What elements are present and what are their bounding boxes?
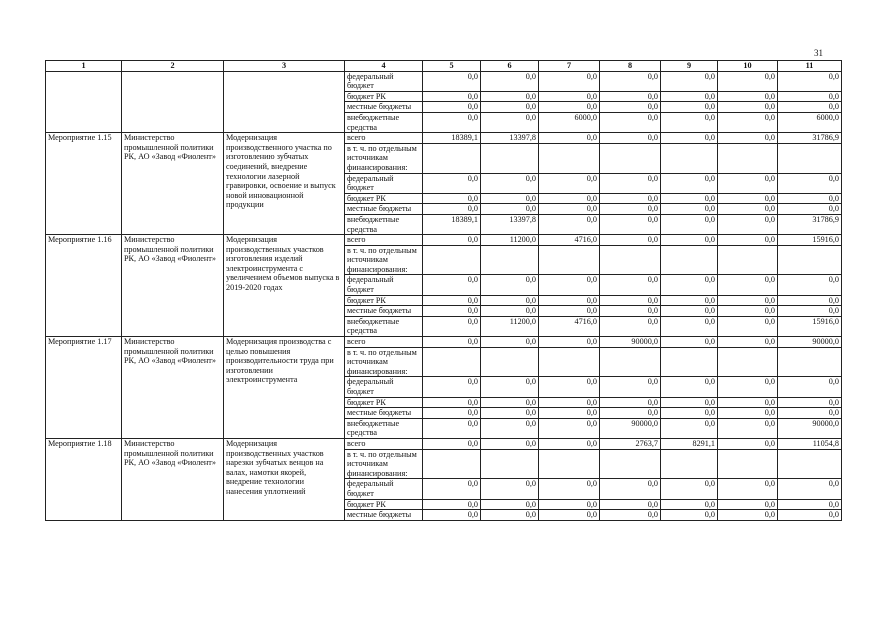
amount-cell: 11054,8 — [778, 438, 842, 449]
funding-source: внебюджетные средства — [345, 418, 423, 438]
table-row — [46, 438, 842, 449]
amount-cell: 0,0 — [778, 397, 842, 408]
amount-cell: 0,0 — [481, 377, 539, 397]
amount-cell: 0,0 — [423, 337, 481, 348]
amount-cell: 0,0 — [481, 71, 539, 91]
column-number: 3 — [224, 61, 345, 72]
amount-cell: 0,0 — [661, 510, 718, 521]
amount-cell: 0,0 — [600, 102, 661, 113]
amount-cell — [661, 245, 718, 275]
amount-cell: 90000,0 — [778, 337, 842, 348]
funding-source: местные бюджеты — [345, 102, 423, 113]
funding-source: всего — [345, 337, 423, 348]
amount-cell: 0,0 — [661, 499, 718, 510]
amount-cell: 0,0 — [423, 306, 481, 317]
amount-cell: 0,0 — [600, 204, 661, 215]
amount-cell: 90000,0 — [600, 337, 661, 348]
amount-cell: 0,0 — [423, 275, 481, 295]
measure-description: Модернизация производства с целью повышения производительности труда при изготовлении электроинструмента — [224, 337, 345, 439]
amount-cell: 0,0 — [539, 133, 600, 144]
column-number: 1 — [46, 61, 122, 72]
amount-cell — [600, 245, 661, 275]
amount-cell: 0,0 — [718, 173, 778, 193]
amount-cell: 0,0 — [661, 235, 718, 246]
amount-cell — [718, 245, 778, 275]
amount-cell: 0,0 — [718, 295, 778, 306]
amount-cell: 0,0 — [718, 275, 778, 295]
funding-source: бюджет РК — [345, 295, 423, 306]
amount-cell — [778, 449, 842, 479]
amount-cell: 15916,0 — [778, 235, 842, 246]
amount-cell: 0,0 — [661, 275, 718, 295]
column-number: 5 — [423, 61, 481, 72]
amount-cell: 0,0 — [778, 102, 842, 113]
amount-cell: 0,0 — [778, 204, 842, 215]
amount-cell: 15916,0 — [778, 316, 842, 336]
amount-cell: 0,0 — [661, 408, 718, 419]
amount-cell: 0,0 — [718, 102, 778, 113]
funding-source: всего — [345, 133, 423, 144]
amount-cell: 0,0 — [539, 377, 600, 397]
amount-cell: 0,0 — [718, 316, 778, 336]
amount-cell: 0,0 — [600, 479, 661, 499]
amount-cell: 0,0 — [423, 397, 481, 408]
amount-cell: 0,0 — [423, 235, 481, 246]
amount-cell: 0,0 — [481, 479, 539, 499]
page-number: 31 — [814, 48, 823, 58]
amount-cell: 0,0 — [778, 510, 842, 521]
amount-cell: 0,0 — [778, 275, 842, 295]
amount-cell — [481, 347, 539, 377]
amount-cell — [718, 449, 778, 479]
amount-cell: 0,0 — [481, 112, 539, 132]
amount-cell: 0,0 — [539, 71, 600, 91]
measure-description: Модернизация производственных участков нарезки зубчатых венцов на валах, намотки якорей, внедрение технологии нанесения уплотнений — [224, 438, 345, 520]
funding-source: бюджет РК — [345, 499, 423, 510]
amount-cell: 31786,9 — [778, 133, 842, 144]
amount-cell — [423, 245, 481, 275]
amount-cell: 0,0 — [661, 316, 718, 336]
amount-cell: 0,0 — [423, 377, 481, 397]
funding-source: федеральный бюджет — [345, 173, 423, 193]
column-number-row — [46, 61, 842, 72]
amount-cell — [539, 143, 600, 173]
amount-cell: 0,0 — [600, 71, 661, 91]
column-number: 11 — [778, 61, 842, 72]
amount-cell: 0,0 — [600, 316, 661, 336]
amount-cell: 0,0 — [718, 71, 778, 91]
funding-source: внебюджетные средства — [345, 214, 423, 234]
amount-cell: 6000,0 — [778, 112, 842, 132]
amount-cell: 0,0 — [600, 173, 661, 193]
amount-cell: 0,0 — [661, 397, 718, 408]
amount-cell: 0,0 — [539, 214, 600, 234]
amount-cell: 0,0 — [423, 204, 481, 215]
amount-cell: 0,0 — [481, 418, 539, 438]
amount-cell: 0,0 — [718, 479, 778, 499]
amount-cell: 0,0 — [539, 438, 600, 449]
amount-cell — [778, 347, 842, 377]
measure-name: Мероприятие 1.18 — [46, 438, 122, 520]
amount-cell: 11200,0 — [481, 235, 539, 246]
funding-source: бюджет РК — [345, 397, 423, 408]
amount-cell: 0,0 — [539, 418, 600, 438]
amount-cell: 0,0 — [661, 214, 718, 234]
amount-cell: 0,0 — [778, 408, 842, 419]
column-number: 4 — [345, 61, 423, 72]
amount-cell: 0,0 — [481, 438, 539, 449]
amount-cell: 0,0 — [539, 499, 600, 510]
measure-executor: Министерство промышленной политики РК, АО «Завод «Фиолент» — [122, 235, 224, 337]
amount-cell: 0,0 — [661, 173, 718, 193]
funding-source: федеральный бюджет — [345, 71, 423, 91]
measure-executor: Министерство промышленной политики РК, АО «Завод «Фиолент» — [122, 337, 224, 439]
amount-cell — [778, 245, 842, 275]
amount-cell: 0,0 — [423, 91, 481, 102]
amount-cell — [600, 347, 661, 377]
amount-cell: 0,0 — [661, 91, 718, 102]
column-number: 6 — [481, 61, 539, 72]
amount-cell: 0,0 — [481, 510, 539, 521]
amount-cell: 0,0 — [539, 295, 600, 306]
funding-source: федеральный бюджет — [345, 275, 423, 295]
amount-cell: 0,0 — [539, 306, 600, 317]
funding-source: в т. ч. по отдельным источникам финансирования: — [345, 245, 423, 275]
amount-cell: 0,0 — [600, 91, 661, 102]
amount-cell — [539, 347, 600, 377]
amount-cell: 0,0 — [423, 102, 481, 113]
amount-cell: 4716,0 — [539, 235, 600, 246]
funding-source: федеральный бюджет — [345, 377, 423, 397]
amount-cell: 0,0 — [539, 91, 600, 102]
amount-cell: 0,0 — [423, 438, 481, 449]
amount-cell — [600, 143, 661, 173]
amount-cell: 0,0 — [661, 133, 718, 144]
amount-cell: 11200,0 — [481, 316, 539, 336]
column-number: 8 — [600, 61, 661, 72]
amount-cell — [481, 245, 539, 275]
funding-source: внебюджетные средства — [345, 112, 423, 132]
amount-cell: 13397,8 — [481, 214, 539, 234]
amount-cell: 0,0 — [778, 377, 842, 397]
amount-cell: 90000,0 — [600, 418, 661, 438]
amount-cell: 0,0 — [718, 377, 778, 397]
amount-cell: 0,0 — [661, 306, 718, 317]
amount-cell: 0,0 — [600, 510, 661, 521]
funding-source: местные бюджеты — [345, 204, 423, 215]
amount-cell: 2763,7 — [600, 438, 661, 449]
measure-description: Модернизация производственного участка по изготовлению зубчатых соединений, внедрение технологии лазерной гравировки, освоение и выпуск новой инновационной продукции — [224, 133, 345, 235]
amount-cell: 0,0 — [600, 499, 661, 510]
measure-executor: Министерство промышленной политики РК, АО «Завод «Фиолент» — [122, 133, 224, 235]
amount-cell: 0,0 — [718, 133, 778, 144]
measure-description: Модернизация производственных участков изготовления изделий электроинструмента с увеличением объемов выпуска в 2019-2020 годах — [224, 235, 345, 337]
amount-cell: 0,0 — [718, 438, 778, 449]
executor-cell — [122, 71, 224, 133]
amount-cell — [661, 143, 718, 173]
amount-cell: 0,0 — [539, 204, 600, 215]
amount-cell: 0,0 — [481, 193, 539, 204]
column-number: 2 — [122, 61, 224, 72]
description-cell — [224, 71, 345, 133]
amount-cell: 31786,9 — [778, 214, 842, 234]
measure-name: Мероприятие 1.16 — [46, 235, 122, 337]
amount-cell: 0,0 — [600, 295, 661, 306]
amount-cell: 0,0 — [481, 337, 539, 348]
amount-cell: 0,0 — [481, 499, 539, 510]
funding-source: внебюджетные средства — [345, 316, 423, 336]
amount-cell: 0,0 — [539, 479, 600, 499]
amount-cell: 0,0 — [539, 510, 600, 521]
amount-cell: 8291,1 — [661, 438, 718, 449]
table-row — [46, 71, 842, 91]
amount-cell: 0,0 — [423, 112, 481, 132]
amount-cell: 0,0 — [481, 91, 539, 102]
amount-cell — [423, 449, 481, 479]
amount-cell: 0,0 — [661, 204, 718, 215]
amount-cell: 0,0 — [423, 316, 481, 336]
amount-cell: 0,0 — [661, 193, 718, 204]
amount-cell: 0,0 — [718, 408, 778, 419]
amount-cell — [423, 143, 481, 173]
amount-cell: 18389,1 — [423, 133, 481, 144]
amount-cell: 0,0 — [423, 173, 481, 193]
amount-cell: 0,0 — [661, 337, 718, 348]
column-number: 10 — [718, 61, 778, 72]
funding-source: всего — [345, 235, 423, 246]
amount-cell: 6000,0 — [539, 112, 600, 132]
amount-cell: 0,0 — [539, 275, 600, 295]
amount-cell: 0,0 — [661, 418, 718, 438]
amount-cell: 0,0 — [481, 295, 539, 306]
amount-cell — [600, 449, 661, 479]
amount-cell: 13397,8 — [481, 133, 539, 144]
amount-cell: 0,0 — [718, 91, 778, 102]
funding-source: местные бюджеты — [345, 306, 423, 317]
amount-cell: 0,0 — [661, 112, 718, 132]
table-row — [46, 337, 842, 348]
amount-cell — [481, 449, 539, 479]
column-number: 7 — [539, 61, 600, 72]
measure-name: Мероприятие 1.15 — [46, 133, 122, 235]
amount-cell — [539, 449, 600, 479]
funding-source: федеральный бюджет — [345, 479, 423, 499]
amount-cell: 0,0 — [661, 479, 718, 499]
amount-cell: 0,0 — [600, 397, 661, 408]
amount-cell: 0,0 — [539, 102, 600, 113]
amount-cell: 0,0 — [778, 479, 842, 499]
amount-cell: 0,0 — [718, 397, 778, 408]
amount-cell: 0,0 — [778, 306, 842, 317]
amount-cell: 0,0 — [539, 193, 600, 204]
amount-cell: 0,0 — [481, 408, 539, 419]
amount-cell: 0,0 — [718, 214, 778, 234]
amount-cell: 0,0 — [718, 204, 778, 215]
amount-cell: 0,0 — [718, 418, 778, 438]
amount-cell: 0,0 — [778, 193, 842, 204]
funding-source: в т. ч. по отдельным источникам финансирования: — [345, 449, 423, 479]
amount-cell: 0,0 — [778, 91, 842, 102]
amount-cell: 0,0 — [661, 295, 718, 306]
table-row — [46, 235, 842, 246]
amount-cell: 0,0 — [778, 295, 842, 306]
amount-cell: 0,0 — [423, 479, 481, 499]
amount-cell: 0,0 — [778, 499, 842, 510]
amount-cell: 90000,0 — [778, 418, 842, 438]
amount-cell: 0,0 — [718, 193, 778, 204]
amount-cell: 0,0 — [481, 102, 539, 113]
amount-cell: 0,0 — [481, 275, 539, 295]
amount-cell: 0,0 — [600, 377, 661, 397]
amount-cell: 0,0 — [539, 173, 600, 193]
amount-cell: 0,0 — [718, 306, 778, 317]
amount-cell — [718, 143, 778, 173]
amount-cell: 0,0 — [539, 397, 600, 408]
measure-executor: Министерство промышленной политики РК, АО «Завод «Фиолент» — [122, 438, 224, 520]
amount-cell: 0,0 — [600, 275, 661, 295]
funding-source: местные бюджеты — [345, 408, 423, 419]
amount-cell — [539, 245, 600, 275]
amount-cell: 0,0 — [423, 295, 481, 306]
amount-cell: 0,0 — [661, 71, 718, 91]
amount-cell: 0,0 — [718, 510, 778, 521]
amount-cell: 0,0 — [539, 408, 600, 419]
amount-cell: 0,0 — [481, 173, 539, 193]
measure-name: Мероприятие 1.17 — [46, 337, 122, 439]
table-row — [46, 133, 842, 144]
amount-cell: 0,0 — [718, 235, 778, 246]
amount-cell: 0,0 — [600, 193, 661, 204]
amount-cell: 0,0 — [423, 510, 481, 521]
amount-cell: 0,0 — [423, 193, 481, 204]
amount-cell: 0,0 — [661, 102, 718, 113]
amount-cell: 0,0 — [778, 71, 842, 91]
funding-source: местные бюджеты — [345, 510, 423, 521]
funding-source: бюджет РК — [345, 193, 423, 204]
amount-cell: 0,0 — [778, 173, 842, 193]
amount-cell: 0,0 — [423, 418, 481, 438]
amount-cell: 0,0 — [481, 397, 539, 408]
amount-cell: 0,0 — [600, 214, 661, 234]
amount-cell: 0,0 — [661, 377, 718, 397]
amount-cell: 0,0 — [600, 235, 661, 246]
amount-cell — [661, 347, 718, 377]
amount-cell — [481, 143, 539, 173]
amount-cell — [778, 143, 842, 173]
amount-cell — [661, 449, 718, 479]
funding-source: в т. ч. по отдельным источникам финансирования: — [345, 143, 423, 173]
column-number: 9 — [661, 61, 718, 72]
amount-cell: 0,0 — [423, 71, 481, 91]
amount-cell: 4716,0 — [539, 316, 600, 336]
amount-cell — [423, 347, 481, 377]
amount-cell: 18389,1 — [423, 214, 481, 234]
funding-source: бюджет РК — [345, 91, 423, 102]
amount-cell: 0,0 — [600, 408, 661, 419]
amount-cell: 0,0 — [600, 112, 661, 132]
amount-cell: 0,0 — [539, 337, 600, 348]
amount-cell: 0,0 — [423, 408, 481, 419]
funding-source: всего — [345, 438, 423, 449]
amount-cell — [718, 347, 778, 377]
measure-cell — [46, 71, 122, 133]
amount-cell: 0,0 — [718, 499, 778, 510]
amount-cell: 0,0 — [481, 204, 539, 215]
amount-cell: 0,0 — [423, 499, 481, 510]
funding-source: в т. ч. по отдельным источникам финансирования: — [345, 347, 423, 377]
amount-cell: 0,0 — [481, 306, 539, 317]
amount-cell: 0,0 — [718, 112, 778, 132]
amount-cell: 0,0 — [600, 306, 661, 317]
financing-table — [45, 60, 842, 521]
amount-cell: 0,0 — [718, 337, 778, 348]
amount-cell: 0,0 — [600, 133, 661, 144]
